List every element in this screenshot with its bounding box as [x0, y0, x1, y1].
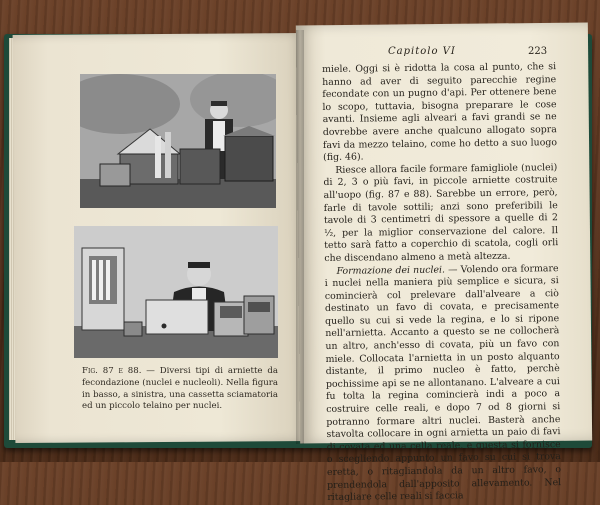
figure-87-photo — [80, 74, 276, 208]
section-text: — Volendo ora formare i nuclei nella maniera più semplice e sicura, si comincierà col prelevare dall'alveare a ciò destinato un favo di covata, e precisamente quello su cui si vede la regina, e lo si ripone nell'arnietta. Accanto a questo se ne collocherà un altro, anch'esso di covata, più un favo con miele. Collocata l'arnietta in un posto alquanto distante, il primo nucleo è fatto, perchè pochissime api se ne allontanano. L'alveare a cui fu tolta la regina comincierà indi a poco a costruire celle reali, e dopo 7 od 8 giorni si potranno formare altri nuclei. Basterà anche stavolta collocare in ogni arnietta un paio di favi di covata ed una cella reale, e questa si fornisce o scegliendo appunto un favo su cui si trova eretta, o ritagliandola da un altro favo, o prendendola dall'apposito allevamento. Nel ritagliare celle reali si faccia — [324, 262, 562, 504]
figure-label: Fig. 87 e 88. — [82, 366, 142, 376]
book-gutter — [296, 30, 304, 444]
page-number: 223 — [528, 46, 548, 57]
section-heading: Formazione dei nuclei. — [336, 264, 446, 277]
paragraph: miele. Oggi si è ridotta la cosa al punto, che si hanno ad aver di seguito parecchie regine fecondate con un pugno d'api. Per ottenere bene lo scopo, tuttavia, bisogna preparare le cose avanti. Insieme agli alveari a favi grandi se ne dovrebbe avere anche qualcuno allogato sopra favi da mezzo telaino, come ho detto a suo luogo (fig. 46). — [322, 61, 558, 164]
body-text — [322, 61, 561, 505]
section-paragraph — [324, 263, 561, 505]
running-head: Capitolo VI — [388, 46, 456, 57]
figure-caption — [82, 366, 278, 413]
figure-caption-text: — Diversi tipi di arniette da fecondazione (nuclei e nucleoli). Nella figura in basso, a sinistra, una cassetta sciamatoria ed un piccolo telaino per nuclei. — [82, 366, 278, 412]
paragraph: Riesce allora facile formare famigliole (nuclei) di 2, 3 o più favi, in piccole arniette costruite all'uopo (fig. 87 e 88). Sarebbe un errore, però, farle di tavole sottili; anzi sono preferibili le tavole di 3 centimetri di spessore a quelle di 2 ½, per la miglior conservazione del calore. Il tetto sarà fatto a coperchio di scatola, cogli orli che discendano almeno a metà altezza. — [323, 161, 559, 264]
figure-88-photo — [74, 226, 278, 358]
